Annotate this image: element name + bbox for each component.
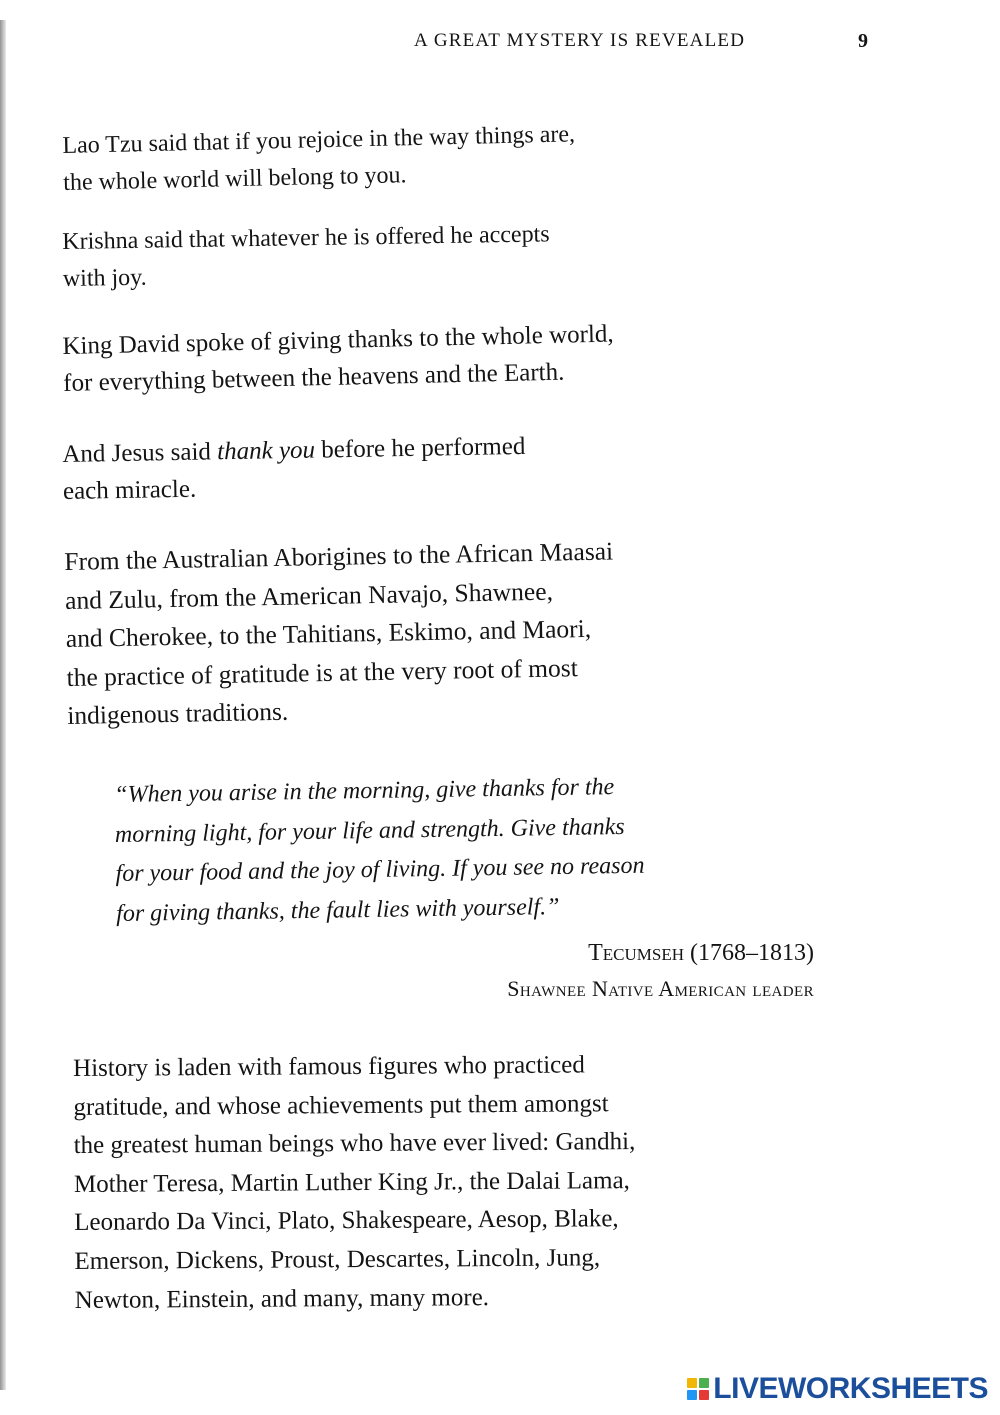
paragraph-indigenous-traditions — [64, 532, 616, 735]
text-line: for everything between the heavens and the Earth. — [62, 358, 565, 397]
running-header — [380, 30, 880, 56]
paragraph-famous-figures — [73, 1046, 637, 1320]
paragraph-lao-tzu — [62, 116, 576, 202]
page-number: 9 — [858, 30, 868, 52]
running-title: A GREAT MYSTERY IS REVEALED — [414, 30, 746, 51]
watermark-text: LIVEWORKSHEETS — [713, 1372, 988, 1405]
quote-attribution-name: Tecumseh (1768–1813) — [588, 940, 814, 966]
quote-attribution-role: Shawnee Native American leader — [507, 976, 814, 1001]
text-segment: before he performed — [314, 432, 526, 464]
quote-line: morning light, for your life and strength. Give thanks — [114, 813, 625, 848]
text-line: the practice of gratitude is at the very root of most — [66, 652, 579, 692]
page-binding-shadow — [0, 20, 6, 1390]
text-line: and Zulu, from the American Navajo, Shawnee, — [64, 576, 554, 615]
logo-square — [699, 1390, 709, 1400]
text-line: the whole world will belong to you. — [62, 162, 407, 196]
quote-line: for giving thanks, the fault lies with yourself.” — [115, 893, 560, 927]
text-line: Mother Teresa, Martin Luther King Jr., the Dalai Lama, — [73, 1166, 630, 1198]
liveworksheets-logo-icon — [687, 1378, 709, 1400]
text-line: King David spoke of giving thanks to the whole world, — [62, 320, 614, 360]
text-line: Krishna said that whatever he is offered he accepts — [62, 221, 550, 255]
emphasis-text: thank you — [216, 436, 316, 466]
logo-square — [687, 1378, 697, 1388]
text-line: Emerson, Dickens, Proust, Descartes, Lincoln, Jung, — [74, 1244, 601, 1275]
text-segment: And Jesus said — [62, 438, 218, 468]
quote-line: “When you arise in the morning, give thanks for the — [114, 774, 615, 808]
text-line: the greatest human beings who have ever lived: Gandhi, — [73, 1128, 636, 1160]
liveworksheets-watermark — [687, 1373, 988, 1405]
text-line: From the Australian Aborigines to the African Maasai — [64, 536, 614, 576]
tecumseh-quote — [114, 768, 645, 934]
text-line: and Cherokee, to the Tahitians, Eskimo, and Maori, — [65, 613, 592, 653]
text-line: with joy. — [62, 264, 147, 292]
text-line: Lao Tzu said that if you rejoice in the way things are, — [62, 121, 576, 159]
text-line: gratitude, and whose achievements put them amongst — [73, 1089, 609, 1121]
text-line: Newton, Einstein, and many, many more. — [74, 1283, 490, 1314]
logo-square — [687, 1390, 697, 1400]
logo-square — [699, 1378, 709, 1388]
text-line: each miracle. — [62, 475, 197, 505]
quote-line: for your food and the joy of living. If you see no reason — [115, 852, 645, 887]
paragraph-jesus — [62, 428, 526, 510]
text-line: History is laden with famous figures who practiced — [73, 1051, 585, 1082]
text-line: indigenous traditions. — [67, 696, 289, 730]
paragraph-krishna — [62, 216, 550, 298]
text-line: Leonardo Da Vinci, Plato, Shakespeare, Aesop, Blake, — [74, 1205, 619, 1237]
paragraph-king-david — [62, 315, 615, 401]
